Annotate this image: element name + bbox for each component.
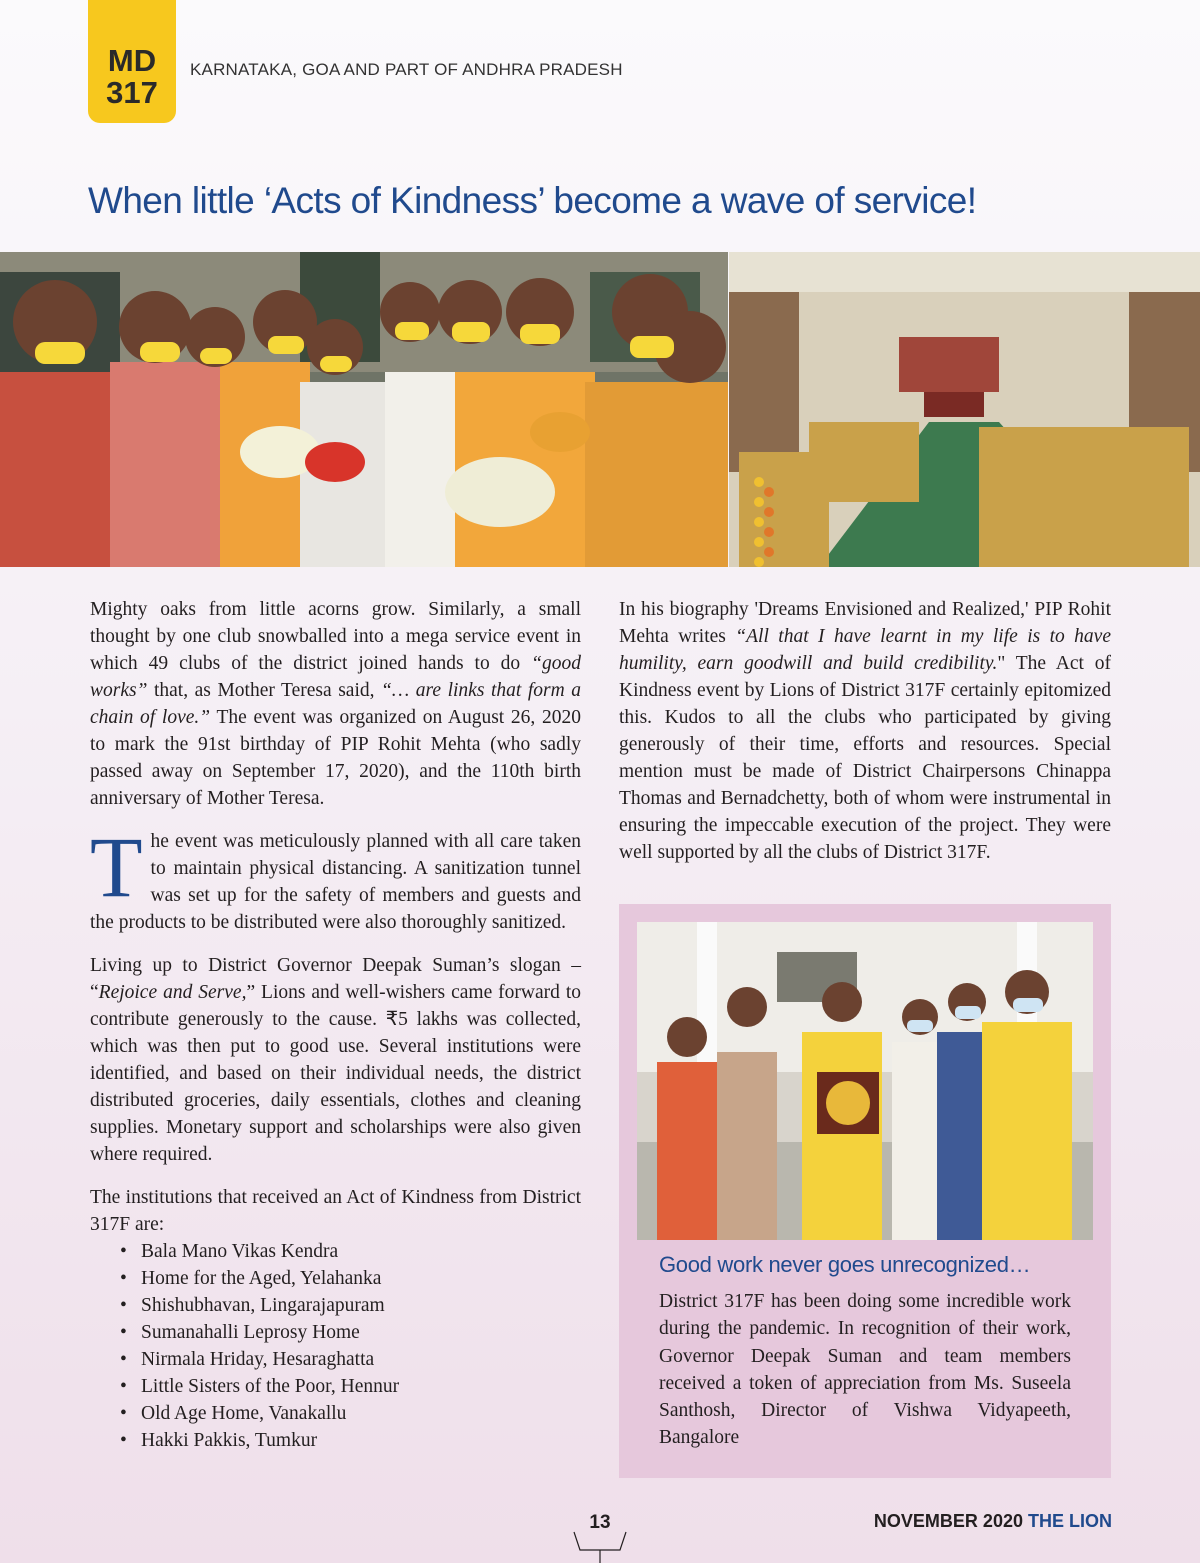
district-badge: [88, 0, 176, 123]
slogan-quote: Rejoice and Serve,: [98, 982, 247, 1003]
list-item: • Old Age Home, Vanakallu: [116, 1400, 581, 1427]
photo-distribution: [0, 252, 728, 567]
caption-title: Good work never goes unrecognized…: [659, 1252, 1031, 1277]
magazine-name: THE LION: [1028, 1511, 1112, 1531]
slogan-paragraph: [90, 952, 581, 1168]
left-column: [90, 596, 581, 1454]
institutions-list: [90, 1238, 581, 1454]
biography-text-c: " The Act of Kindness event by Lions of District 317F certainly epitomized this. Kudos to all the clubs who participated by giving generously of their time, efforts and resources. Special mention must be made of District Chairpersons Chinappa Thomas and Bernadchetty, both of whom were instrumental in ensuring the impeccable execution of the project. They were well supported by all the clubs of District 317F.: [619, 653, 1112, 863]
planning-text: he event was meticulously planned with all care taken to maintain physical distancing. A sanitization tunnel was set up for the safety of members and guests and the products to be distributed were also thoroughly sanitized.: [90, 831, 581, 933]
slogan-text-c: ” Lions and well-wishers came forward to contribute generously to the cause. ₹5 lakhs was collected, which was then put to good use. Several institutions were identified, and based on their individual needs, the district distributed groceries, daily essentials, clothes and cleaning supplies. Monetary support and scholarships were also given where required.: [90, 982, 581, 1165]
issue-date: NOVEMBER 2020: [873, 1511, 1023, 1531]
list-item: • Hakki Pakkis, Tumkur: [116, 1427, 581, 1454]
list-item: • Little Sisters of the Poor, Hennur: [116, 1373, 581, 1400]
footer-issue: [874, 1511, 1112, 1532]
list-item: • Home for the Aged, Yelahanka: [116, 1265, 581, 1292]
intro-text-a: Mighty oaks from little acorns grow. Similarly, a small thought by one club snowballed into a mega service event in which 49 clubs of the district joined hands to do: [90, 599, 581, 674]
intro-text-c: that, as Mother Teresa said,: [147, 680, 382, 701]
badge-line-1: MD: [107, 43, 157, 78]
drop-cap: T: [90, 819, 143, 915]
quote-good-works: “good works”: [90, 653, 581, 701]
planning-paragraph: [90, 819, 581, 936]
region-label: KARNATAKA, GOA AND PART OF ANDHRA PRADESH: [190, 60, 623, 79]
intro-text-e: The event was organized on August 26, 2020 to mark the 91st birthday of PIP Rohit Mehta (who sadly passed away on September 17, 2020), and the 110th birth anniversary of Mother Teresa.: [90, 707, 581, 809]
quote-mother-teresa: “… are links that form a chain of love.”: [90, 680, 581, 728]
recognition-box: [619, 904, 1111, 1478]
slogan-text-a: Living up to District Governor Deepak Suman’s slogan – “: [90, 955, 581, 1003]
right-column: [619, 596, 1111, 882]
list-item: • Sumanahalli Leprosy Home: [116, 1319, 581, 1346]
caption-text: District 317F has been doing some incredible work during the pandemic. In recognition of their work, Governor Deepak Suman and team members received a token of appreciation from Ms. Suseela Santhosh, Director of Vishwa Vidyapeeth, Bangalore: [659, 1291, 1071, 1449]
article-headline: When little ‘Acts of Kindness’ become a wave of service!: [88, 180, 977, 221]
list-item: • Bala Mano Vikas Kendra: [116, 1238, 581, 1265]
badge-line-2: 317: [106, 75, 158, 110]
list-item: • Shishubhavan, Lingarajapuram: [116, 1292, 581, 1319]
institutions-intro: The institutions that received an Act of Kindness from District 317F are:: [90, 1187, 581, 1235]
list-item: • Nirmala Hriday, Hesaraghatta: [116, 1346, 581, 1373]
biography-quote: “All that I have learnt in my life is to have humility, earn goodwill and build credibility.: [619, 626, 1111, 674]
biography-paragraph: [619, 596, 1111, 866]
page-number-bracket: [572, 1530, 628, 1563]
biography-text-a: In his biography 'Dreams Envisioned and Realized,' PIP Rohit Mehta writes: [619, 599, 1111, 647]
photo-recognition: [637, 922, 1093, 1240]
page-number: 13: [589, 1512, 611, 1533]
photo-event-hall: [729, 252, 1200, 567]
intro-paragraph: [90, 596, 581, 812]
